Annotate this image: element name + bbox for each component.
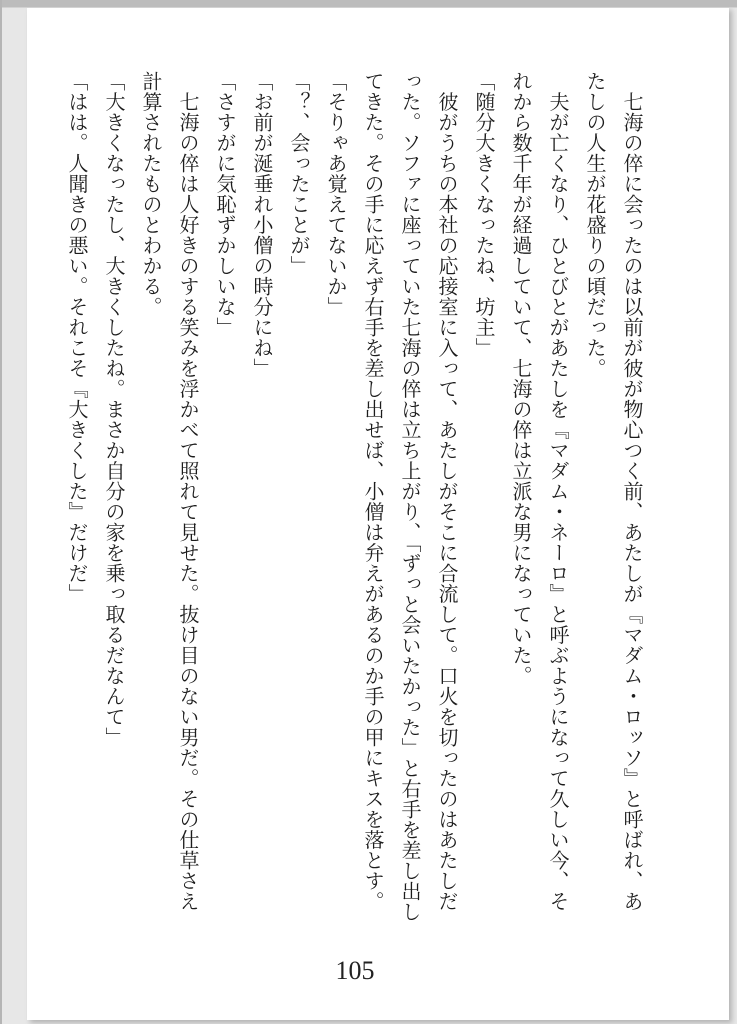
text-line: てきた。その手に応えず右手を差し出せば、小僧は弁えがあるのか手の甲にキスを落とす。 xyxy=(361,71,383,912)
text-line: 七海の倅は人好きのする笑みを浮かべて照れて見せた。抜け目のない男だ。その仕草さえ xyxy=(176,71,198,912)
text-line: たしの人生が花盛りの頃だった。 xyxy=(583,71,605,379)
text-line: 「？、会ったことが」 xyxy=(287,71,309,276)
left-edge-line xyxy=(0,0,2,1024)
text-line: 七海の倅に会ったのは以前が彼が物心つく前、あたしが『マダム・ロッソ』と呼ばれ、あ xyxy=(620,71,642,912)
text-line: 計算されたものとわかる。 xyxy=(139,71,161,317)
text-line: 「さすがに気恥ずかしいな」 xyxy=(213,71,235,338)
text-line: 「随分大きくなったね、坊主」 xyxy=(472,71,494,358)
text-line: 「大きくなったし、大きくしたね。まさか自分の家を乗っ取るだなんて」 xyxy=(102,71,124,748)
book-page xyxy=(27,7,729,1020)
text-line: った。ソファに座っていた七海の倅は立ち上がり、「ずっと会いたかった」と右手を差し出し xyxy=(398,71,420,922)
text-line: 「はは。人聞きの悪い。それこそ『大きくした』だけだ」 xyxy=(65,71,87,604)
text-line: 「そりゃあ覚えてないか」 xyxy=(324,71,346,317)
page-number: 105 xyxy=(335,956,375,985)
vertical-text-block xyxy=(57,71,649,939)
text-line: 夫が亡くなり、ひとびとがあたしを『マダム・ネーロ』と呼ぶようになって久しい今、そ xyxy=(546,71,568,912)
text-line: 彼がうちの本社の応接室に入って、あたしがそこに合流して。口火を切ったのはあたしだ xyxy=(435,71,457,912)
text-line: 「お前が涎垂れ小僧の時分にね」 xyxy=(250,71,272,379)
text-line: れから数千年が経過していて、七海の倅は立派な男になっていた。 xyxy=(509,71,531,686)
top-bar xyxy=(0,0,737,8)
